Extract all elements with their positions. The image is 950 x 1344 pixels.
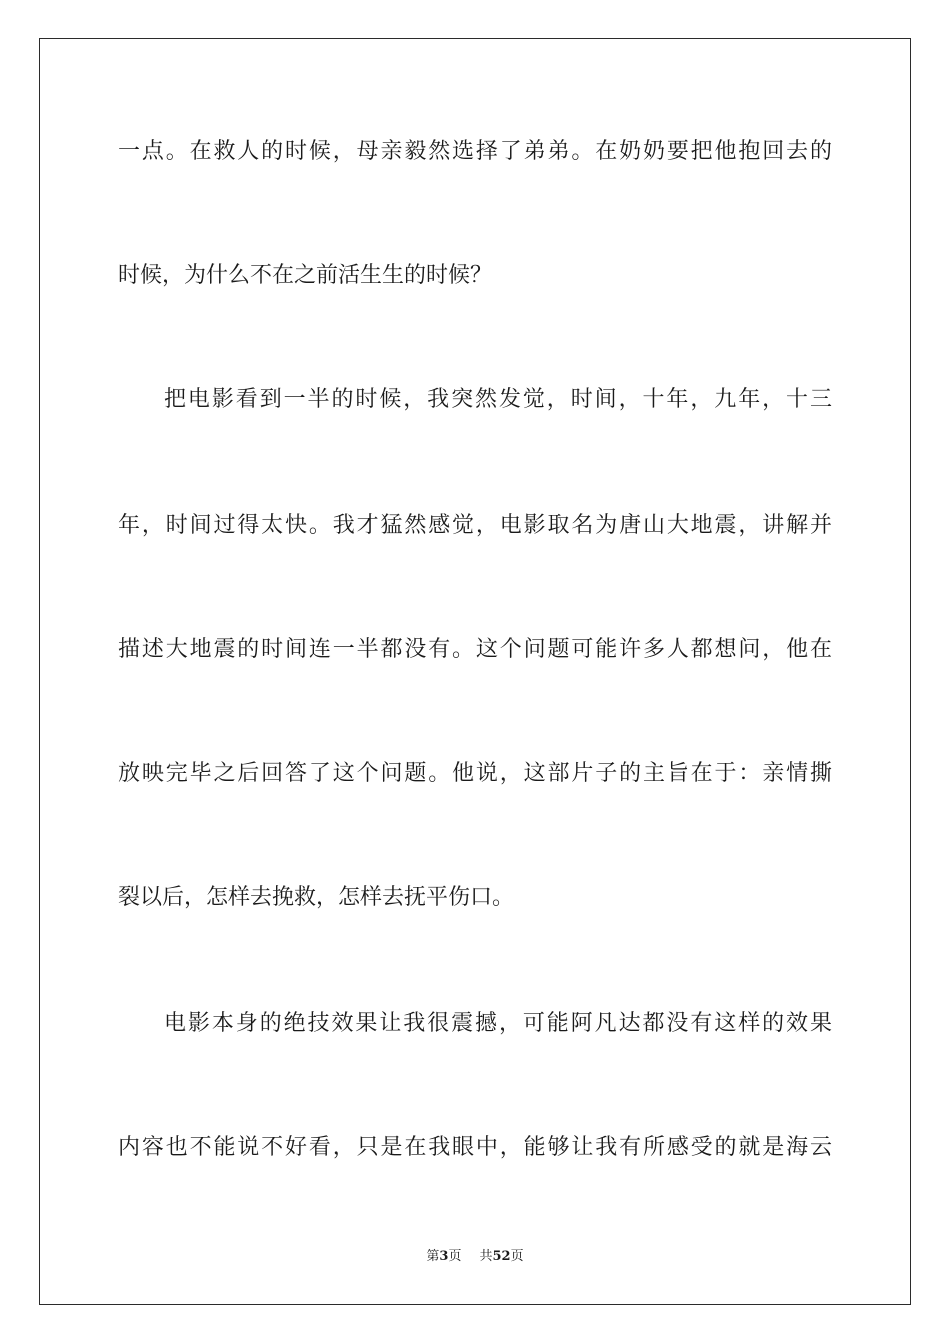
- page-total-suffix: 页: [510, 1249, 524, 1264]
- text-line-8: 电影本身的绝技效果让我很震撼，可能阿凡达都没有这样的效果: [164, 1011, 832, 1036]
- page-border: [39, 38, 911, 1305]
- text-line-4: 年，时间过得太快。我才猛然感觉，电影取名为唐山大地震，讲解并: [118, 513, 832, 538]
- text-line-9: 内容也不能说不好看，只是在我眼中，能够让我有所感受的就是海云: [118, 1135, 832, 1160]
- page-number-prefix: 第: [426, 1249, 440, 1264]
- page-number-current: 3: [439, 1249, 449, 1264]
- text-line-7: 裂以后，怎样去挽救，怎样去抚平伤口。: [118, 885, 515, 910]
- text-line-1: 一点。在救人的时候，母亲毅然选择了弟弟。在奶奶要把他抱回去的: [118, 139, 832, 164]
- text-line-2: 时候，为什么不在之前活生生的时候？: [118, 263, 493, 288]
- page-number-suffix: 页: [448, 1249, 462, 1264]
- page-footer: [0, 1248, 950, 1266]
- page-total-prefix: 共: [479, 1249, 493, 1264]
- text-line-5: 描述大地震的时间连一半都没有。这个问题可能许多人都想问，他在: [118, 637, 832, 662]
- text-line-6: 放映完毕之后回答了这个问题。他说，这部片子的主旨在于：亲情撕: [118, 761, 832, 786]
- page-total-count: 52: [492, 1249, 511, 1264]
- text-line-3: 把电影看到一半的时候，我突然发觉，时间，十年，九年，十三: [164, 387, 832, 412]
